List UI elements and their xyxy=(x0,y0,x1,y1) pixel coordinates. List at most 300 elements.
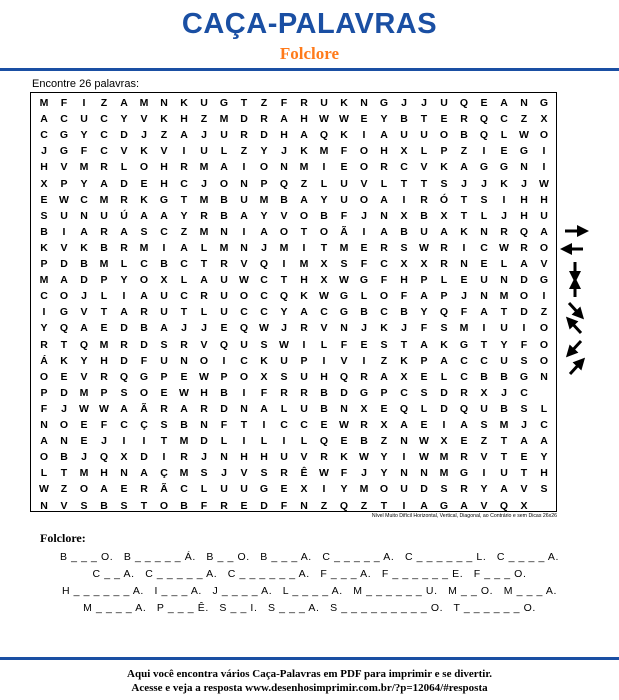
grid-cell[interactable]: T xyxy=(280,274,288,287)
grid-cell[interactable]: T xyxy=(500,435,508,448)
grid-cell[interactable]: K xyxy=(260,354,268,367)
grid-cell[interactable]: S xyxy=(260,467,268,480)
grid-cell[interactable]: N xyxy=(340,402,348,415)
grid-cell[interactable]: A xyxy=(520,258,528,270)
grid-cell[interactable]: M xyxy=(459,322,469,335)
grid-cell[interactable]: I xyxy=(162,241,166,254)
grid-cell[interactable]: L xyxy=(540,402,548,415)
grid-cell[interactable]: T xyxy=(180,306,188,319)
grid-cell[interactable]: J xyxy=(481,177,487,190)
grid-cell[interactable]: V xyxy=(160,145,168,158)
grid-cell[interactable]: J xyxy=(81,451,87,464)
grid-cell[interactable]: Y xyxy=(80,354,88,367)
grid-cell[interactable]: O xyxy=(239,290,249,303)
grid-cell[interactable]: G xyxy=(339,290,349,303)
grid-cell[interactable]: H xyxy=(300,113,308,126)
grid-cell[interactable]: L xyxy=(180,274,188,287)
grid-cell[interactable]: A xyxy=(420,499,428,512)
grid-cell[interactable]: O xyxy=(139,161,149,174)
grid-cell[interactable]: Q xyxy=(279,177,289,190)
grid-cell[interactable]: F xyxy=(460,306,468,319)
grid-cell[interactable]: I xyxy=(362,354,366,367)
grid-cell[interactable]: I xyxy=(282,258,286,270)
grid-cell[interactable]: A xyxy=(180,402,188,415)
grid-cell[interactable]: C xyxy=(40,129,48,142)
grid-cell[interactable]: Y xyxy=(320,193,328,206)
grid-cell[interactable]: Ç xyxy=(140,419,148,431)
grid-cell[interactable]: S xyxy=(160,338,168,351)
grid-cell[interactable]: U xyxy=(540,209,548,222)
grid-cell[interactable]: J xyxy=(201,322,207,335)
grid-cell[interactable]: V xyxy=(240,258,248,270)
grid-cell[interactable]: J xyxy=(501,209,507,222)
grid-cell[interactable]: K xyxy=(160,113,168,126)
grid-cell[interactable]: M xyxy=(319,145,329,158)
grid-cell[interactable]: W xyxy=(79,402,89,415)
grid-cell[interactable]: X xyxy=(400,258,408,270)
grid-cell[interactable]: J xyxy=(361,209,367,222)
grid-cell[interactable]: Y xyxy=(380,467,388,480)
grid-cell[interactable]: K xyxy=(180,97,188,109)
grid-cell[interactable]: W xyxy=(259,322,269,335)
grid-cell[interactable]: B xyxy=(500,370,508,383)
grid-cell[interactable]: V xyxy=(420,161,428,174)
grid-cell[interactable]: Q xyxy=(279,290,289,303)
grid-cell[interactable]: Y xyxy=(80,129,88,142)
grid-cell[interactable]: X xyxy=(520,499,528,512)
grid-cell[interactable]: U xyxy=(400,483,408,496)
grid-cell[interactable]: T xyxy=(60,338,68,351)
grid-cell[interactable]: C xyxy=(480,241,488,254)
grid-cell[interactable]: L xyxy=(220,145,228,158)
grid-cell[interactable]: G xyxy=(439,499,449,512)
grid-cell[interactable]: B xyxy=(320,402,328,415)
grid-cell[interactable]: Y xyxy=(380,113,388,126)
grid-cell[interactable]: O xyxy=(139,386,149,399)
grid-cell[interactable]: A xyxy=(300,129,308,142)
grid-cell[interactable]: F xyxy=(420,322,428,335)
grid-cell[interactable]: N xyxy=(240,177,248,190)
grid-cell[interactable]: V xyxy=(340,354,348,367)
grid-cell[interactable]: R xyxy=(380,161,388,174)
grid-cell[interactable]: Q xyxy=(79,338,89,351)
grid-cell[interactable]: C xyxy=(540,419,548,431)
grid-cell[interactable]: B xyxy=(140,322,148,335)
grid-cell[interactable]: Y xyxy=(40,322,48,335)
grid-cell[interactable]: X xyxy=(300,483,308,496)
grid-cell[interactable]: N xyxy=(520,161,528,174)
grid-cell[interactable]: Y xyxy=(180,209,188,222)
grid-cell[interactable]: H xyxy=(160,177,168,190)
grid-cell[interactable]: A xyxy=(440,225,448,238)
grid-cell[interactable]: Ú xyxy=(120,209,128,222)
grid-cell[interactable]: Y xyxy=(260,145,268,158)
grid-cell[interactable]: A xyxy=(100,177,108,190)
grid-cell[interactable]: B xyxy=(220,193,228,206)
grid-cell[interactable]: B xyxy=(160,258,168,270)
grid-cell[interactable]: P xyxy=(300,354,308,367)
grid-cell[interactable]: O xyxy=(219,177,229,190)
grid-cell[interactable]: L xyxy=(300,435,308,448)
grid-cell[interactable]: P xyxy=(440,290,448,303)
grid-cell[interactable]: Z xyxy=(100,97,108,109)
grid-cell[interactable]: V xyxy=(480,499,488,512)
grid-cell[interactable]: I xyxy=(542,145,546,158)
grid-cell[interactable]: Z xyxy=(380,435,388,448)
grid-cell[interactable]: K xyxy=(440,338,448,351)
grid-cell[interactable]: O xyxy=(39,370,49,383)
grid-cell[interactable]: C xyxy=(320,306,328,319)
grid-cell[interactable]: G xyxy=(539,97,549,109)
grid-cell[interactable]: S xyxy=(540,483,548,496)
grid-cell[interactable]: Q xyxy=(459,97,469,109)
grid-cell[interactable]: B xyxy=(220,209,228,222)
grid-cell[interactable]: X xyxy=(360,402,368,415)
grid-cell[interactable]: W xyxy=(39,483,49,496)
grid-cell[interactable]: V xyxy=(240,467,248,480)
grid-cell[interactable]: H xyxy=(540,467,548,480)
grid-cell[interactable]: C xyxy=(280,419,288,431)
grid-cell[interactable]: R xyxy=(100,225,108,238)
grid-cell[interactable]: L xyxy=(480,209,488,222)
grid-cell[interactable]: T xyxy=(380,499,388,512)
grid-cell[interactable]: H xyxy=(100,467,108,480)
grid-cell[interactable]: D xyxy=(140,338,148,351)
grid-cell[interactable]: X xyxy=(380,419,388,431)
grid-cell[interactable]: M xyxy=(39,274,49,287)
grid-cell[interactable]: W xyxy=(319,467,329,480)
grid-cell[interactable]: M xyxy=(179,435,189,448)
grid-cell[interactable]: S xyxy=(380,338,388,351)
grid-cell[interactable]: X xyxy=(120,451,128,464)
grid-cell[interactable]: G xyxy=(59,306,69,319)
grid-cell[interactable]: S xyxy=(400,241,408,254)
grid-cell[interactable]: Y xyxy=(280,306,288,319)
grid-cell[interactable]: Q xyxy=(339,499,349,512)
grid-cell[interactable]: P xyxy=(40,258,48,270)
grid-cell[interactable]: E xyxy=(140,177,148,190)
grid-cell[interactable]: I xyxy=(42,306,46,319)
grid-cell[interactable]: H xyxy=(160,161,168,174)
grid-cell[interactable]: Q xyxy=(519,225,529,238)
grid-cell[interactable]: K xyxy=(40,241,48,254)
grid-cell[interactable]: S xyxy=(120,386,128,399)
grid-cell[interactable]: P xyxy=(100,274,108,287)
grid-cell[interactable]: R xyxy=(420,193,428,206)
grid-cell[interactable]: I xyxy=(242,435,246,448)
grid-cell[interactable]: Q xyxy=(99,451,109,464)
grid-cell[interactable]: E xyxy=(360,241,368,254)
grid-cell[interactable]: D xyxy=(120,129,128,142)
grid-cell[interactable]: X xyxy=(320,258,328,270)
grid-cell[interactable]: G xyxy=(259,483,269,496)
grid-cell[interactable]: N xyxy=(240,241,248,254)
grid-cell[interactable]: O xyxy=(439,129,449,142)
grid-cell[interactable]: R xyxy=(120,193,128,206)
grid-cell[interactable]: G xyxy=(219,97,229,109)
grid-cell[interactable]: E xyxy=(360,338,368,351)
grid-cell[interactable]: U xyxy=(500,354,508,367)
grid-cell[interactable]: X xyxy=(400,209,408,222)
grid-cell[interactable]: Z xyxy=(360,499,368,512)
grid-cell[interactable]: Q xyxy=(339,370,349,383)
grid-cell[interactable]: G xyxy=(379,97,389,109)
grid-cell[interactable]: K xyxy=(340,97,348,109)
grid-cell[interactable]: I xyxy=(162,451,166,464)
grid-cell[interactable]: F xyxy=(340,338,348,351)
grid-cell[interactable]: T xyxy=(400,338,408,351)
grid-cell[interactable]: H xyxy=(180,113,188,126)
grid-cell[interactable]: Z xyxy=(60,483,68,496)
grid-cell[interactable]: N xyxy=(400,467,408,480)
grid-cell[interactable]: X xyxy=(440,209,448,222)
grid-cell[interactable]: F xyxy=(400,290,408,303)
grid-cell[interactable]: T xyxy=(320,241,328,254)
grid-cell[interactable]: D xyxy=(340,386,348,399)
grid-cell[interactable]: E xyxy=(380,402,388,415)
grid-cell[interactable]: F xyxy=(220,419,228,431)
grid-cell[interactable]: N xyxy=(460,258,468,270)
grid-cell[interactable]: U xyxy=(420,129,428,142)
grid-cell[interactable]: F xyxy=(260,386,268,399)
grid-cell[interactable]: E xyxy=(340,435,348,448)
grid-cell[interactable]: V xyxy=(80,306,88,319)
grid-cell[interactable]: P xyxy=(420,274,428,287)
grid-cell[interactable]: U xyxy=(280,451,288,464)
grid-cell[interactable]: O xyxy=(79,483,89,496)
grid-cell[interactable]: R xyxy=(360,419,368,431)
grid-cell[interactable]: O xyxy=(199,354,209,367)
grid-cell[interactable]: U xyxy=(320,97,328,109)
grid-cell[interactable]: J xyxy=(201,129,207,142)
grid-cell[interactable]: R xyxy=(220,499,228,512)
grid-cell[interactable]: I xyxy=(282,435,286,448)
grid-cell[interactable]: I xyxy=(402,193,406,206)
grid-cell[interactable]: C xyxy=(100,145,108,158)
grid-cell[interactable]: M xyxy=(439,467,449,480)
grid-cell[interactable]: A xyxy=(260,225,268,238)
grid-cell[interactable]: R xyxy=(200,290,208,303)
grid-cell[interactable]: A xyxy=(120,402,128,415)
grid-cell[interactable]: C xyxy=(480,354,488,367)
grid-cell[interactable]: G xyxy=(459,467,469,480)
grid-cell[interactable]: U xyxy=(220,306,228,319)
grid-cell[interactable]: I xyxy=(142,435,146,448)
grid-cell[interactable]: L xyxy=(120,161,128,174)
grid-cell[interactable]: B xyxy=(400,306,408,319)
grid-cell[interactable]: K xyxy=(460,225,468,238)
grid-cell[interactable]: M xyxy=(99,193,109,206)
grid-cell[interactable]: T xyxy=(400,177,408,190)
grid-cell[interactable]: E xyxy=(460,274,468,287)
grid-cell[interactable]: J xyxy=(221,467,227,480)
grid-cell[interactable]: A xyxy=(380,193,388,206)
grid-cell[interactable]: H xyxy=(520,193,528,206)
grid-cell[interactable]: U xyxy=(80,113,88,126)
grid-cell[interactable]: R xyxy=(120,338,128,351)
grid-cell[interactable]: R xyxy=(500,225,508,238)
grid-cell[interactable]: R xyxy=(100,370,108,383)
grid-cell[interactable]: F xyxy=(280,499,288,512)
grid-cell[interactable]: R xyxy=(140,483,148,496)
grid-cell[interactable]: E xyxy=(420,370,428,383)
grid-cell[interactable]: A xyxy=(100,483,108,496)
grid-cell[interactable]: E xyxy=(420,419,428,431)
grid-cell[interactable]: P xyxy=(440,145,448,158)
grid-cell[interactable]: U xyxy=(160,306,168,319)
grid-cell[interactable]: R xyxy=(200,402,208,415)
grid-cell[interactable]: L xyxy=(500,258,508,270)
grid-cell[interactable]: L xyxy=(260,435,268,448)
grid-cell[interactable]: R xyxy=(220,258,228,270)
grid-cell[interactable]: S xyxy=(120,499,128,512)
grid-cell[interactable]: O xyxy=(519,290,529,303)
grid-cell[interactable]: M xyxy=(339,241,349,254)
grid-cell[interactable]: Q xyxy=(479,113,489,126)
grid-cell[interactable]: P xyxy=(260,177,268,190)
grid-cell[interactable]: O xyxy=(539,129,549,142)
grid-cell[interactable]: I xyxy=(122,290,126,303)
grid-cell[interactable]: S xyxy=(280,370,288,383)
grid-cell[interactable]: B xyxy=(60,451,68,464)
grid-cell[interactable]: J xyxy=(61,402,67,415)
grid-cell[interactable]: H xyxy=(540,193,548,206)
grid-cell[interactable]: N xyxy=(80,209,88,222)
grid-cell[interactable]: A xyxy=(40,113,48,126)
grid-cell[interactable]: T xyxy=(160,435,168,448)
grid-cell[interactable]: E xyxy=(480,258,488,270)
grid-cell[interactable]: N xyxy=(40,499,48,512)
grid-cell[interactable]: U xyxy=(440,97,448,109)
grid-cell[interactable]: S xyxy=(440,322,448,335)
grid-cell[interactable]: H xyxy=(520,209,528,222)
grid-cell[interactable]: Q xyxy=(259,258,269,270)
grid-cell[interactable]: A xyxy=(380,370,388,383)
grid-cell[interactable]: T xyxy=(480,338,488,351)
grid-cell[interactable]: U xyxy=(60,209,68,222)
grid-cell[interactable]: K xyxy=(140,193,148,206)
grid-cell[interactable]: B xyxy=(460,129,468,142)
grid-cell[interactable]: M xyxy=(79,467,89,480)
grid-cell[interactable]: B xyxy=(80,258,88,270)
grid-cell[interactable]: W xyxy=(179,386,189,399)
grid-cell[interactable]: Y xyxy=(480,483,488,496)
grid-cell[interactable]: D xyxy=(80,274,88,287)
grid-cell[interactable]: J xyxy=(41,145,47,158)
grid-cell[interactable]: T xyxy=(300,225,308,238)
grid-cell[interactable]: A xyxy=(240,209,248,222)
grid-cell[interactable]: A xyxy=(200,274,208,287)
grid-cell[interactable]: L xyxy=(200,241,208,254)
grid-cell[interactable]: P xyxy=(60,177,68,190)
grid-cell[interactable]: C xyxy=(400,386,408,399)
grid-cell[interactable]: L xyxy=(320,177,328,190)
grid-cell[interactable]: D xyxy=(60,258,68,270)
grid-cell[interactable]: A xyxy=(380,129,388,142)
grid-cell[interactable]: S xyxy=(520,402,528,415)
grid-cell[interactable]: R xyxy=(160,402,168,415)
grid-cell[interactable]: W xyxy=(539,177,549,190)
grid-cell[interactable]: T xyxy=(500,451,508,464)
grid-cell[interactable]: A xyxy=(120,306,128,319)
grid-cell[interactable]: A xyxy=(420,290,428,303)
grid-cell[interactable]: J xyxy=(281,322,287,335)
grid-cell[interactable]: J xyxy=(181,322,187,335)
grid-cell[interactable]: Z xyxy=(160,129,168,142)
grid-cell[interactable]: C xyxy=(60,113,68,126)
grid-cell[interactable]: P xyxy=(160,370,168,383)
grid-cell[interactable]: C xyxy=(240,354,248,367)
grid-cell[interactable]: J xyxy=(361,322,367,335)
grid-cell[interactable]: N xyxy=(360,97,368,109)
grid-cell[interactable]: T xyxy=(100,306,108,319)
grid-cell[interactable]: N xyxy=(520,97,528,109)
grid-cell[interactable]: O xyxy=(39,451,49,464)
grid-cell[interactable]: Á xyxy=(40,354,48,367)
grid-cell[interactable]: X xyxy=(160,274,168,287)
grid-cell[interactable]: L xyxy=(440,370,448,383)
grid-cell[interactable]: B xyxy=(220,386,228,399)
grid-cell[interactable]: V xyxy=(120,145,128,158)
grid-cell[interactable]: M xyxy=(259,193,269,206)
grid-cell[interactable]: F xyxy=(520,338,528,351)
grid-cell[interactable]: Z xyxy=(260,97,268,109)
grid-cell[interactable]: W xyxy=(319,290,329,303)
grid-cell[interactable]: F xyxy=(100,419,108,431)
grid-cell[interactable]: B xyxy=(360,306,368,319)
grid-cell[interactable]: E xyxy=(280,483,288,496)
grid-cell[interactable]: E xyxy=(460,435,468,448)
grid-cell[interactable]: R xyxy=(280,386,288,399)
grid-cell[interactable]: K xyxy=(80,241,88,254)
grid-cell[interactable]: I xyxy=(302,338,306,351)
grid-cell[interactable]: Q xyxy=(119,370,129,383)
grid-cell[interactable]: J xyxy=(361,467,367,480)
grid-cell[interactable]: L xyxy=(40,467,48,480)
grid-cell[interactable]: Z xyxy=(480,435,488,448)
grid-cell[interactable]: V xyxy=(140,113,148,126)
grid-cell[interactable]: T xyxy=(140,499,148,512)
grid-cell[interactable]: U xyxy=(200,97,208,109)
grid-cell[interactable]: D xyxy=(260,499,268,512)
grid-cell[interactable]: L xyxy=(100,290,108,303)
grid-cell[interactable]: Q xyxy=(319,129,329,142)
grid-cell[interactable]: I xyxy=(182,145,186,158)
grid-cell[interactable]: F xyxy=(360,258,368,270)
grid-cell[interactable]: I xyxy=(62,225,66,238)
grid-cell[interactable]: C xyxy=(260,306,268,319)
grid-cell[interactable]: A xyxy=(80,322,88,335)
grid-cell[interactable]: Y xyxy=(380,451,388,464)
grid-cell[interactable]: H xyxy=(40,161,48,174)
grid-cell[interactable]: T xyxy=(500,306,508,319)
grid-cell[interactable]: R xyxy=(260,113,268,126)
grid-cell[interactable]: N xyxy=(200,419,208,431)
grid-cell[interactable]: I xyxy=(242,225,246,238)
grid-cell[interactable]: M xyxy=(79,386,89,399)
grid-cell[interactable]: M xyxy=(199,193,209,206)
grid-cell[interactable]: N xyxy=(480,290,488,303)
grid-cell[interactable]: O xyxy=(299,209,309,222)
grid-cell[interactable]: Y xyxy=(120,274,128,287)
grid-cell[interactable]: H xyxy=(380,145,388,158)
grid-cell[interactable]: J xyxy=(141,129,147,142)
grid-cell[interactable]: N xyxy=(240,402,248,415)
grid-cell[interactable]: C xyxy=(300,419,308,431)
grid-cell[interactable]: A xyxy=(140,209,148,222)
grid-cell[interactable]: Z xyxy=(200,113,208,126)
grid-cell[interactable]: E xyxy=(340,161,348,174)
